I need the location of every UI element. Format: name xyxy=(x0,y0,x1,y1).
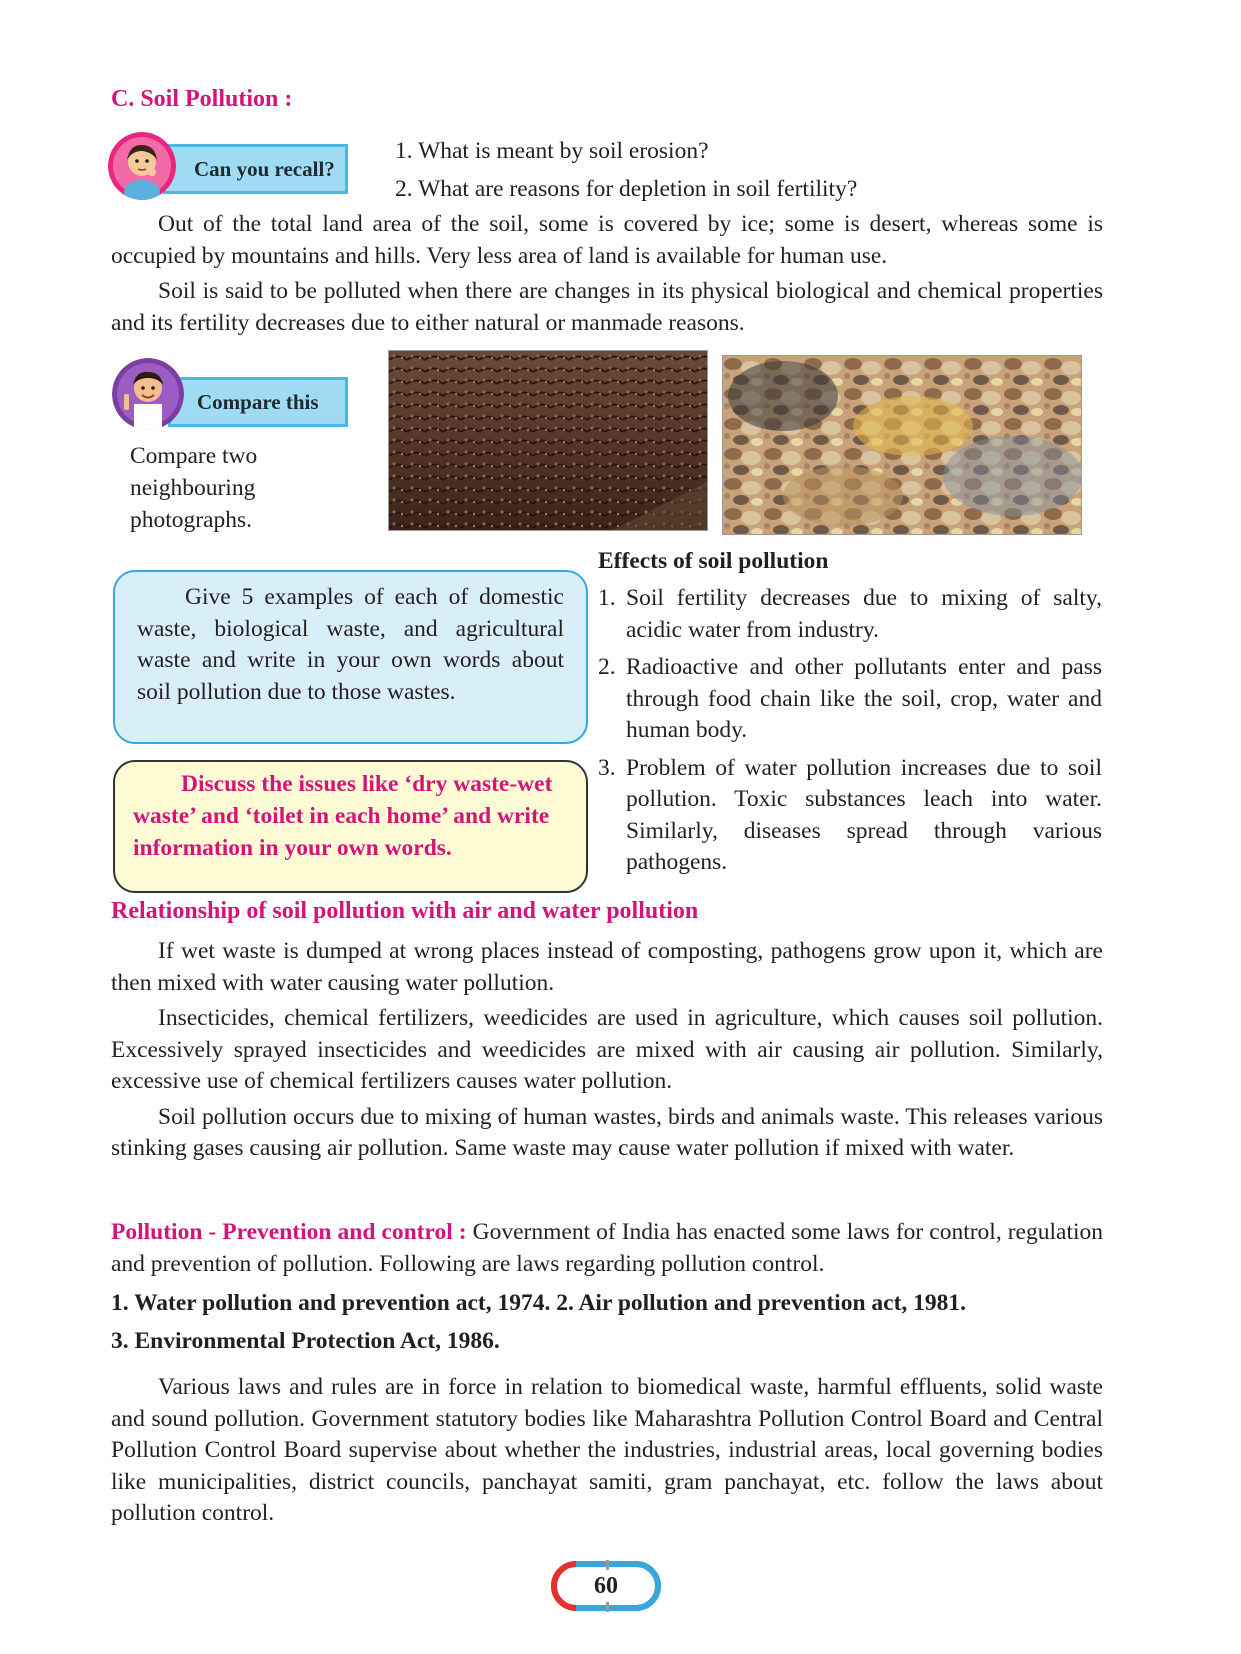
page-number: 60 xyxy=(594,1572,618,1599)
recall-badge-box xyxy=(163,144,348,194)
discuss-text: Discuss the issues like ‘dry waste-wet waste’ and ‘toilet in each home’ and write information in your own words. xyxy=(133,771,553,861)
compare-badge xyxy=(112,352,352,430)
boy-pointing-icon xyxy=(112,358,184,430)
section-title: C. Soil Pollution : xyxy=(111,86,293,112)
recall-question: 1. What is meant by soil erosion? xyxy=(395,138,709,164)
effects-title: Effects of soil pollution xyxy=(598,548,829,574)
page-number-badge xyxy=(550,1560,662,1612)
list-item-text: Problem of water pollution increases due to soil pollution. Toxic substances leach into water. Similarly, diseases spread through various pathogens. xyxy=(626,754,1102,875)
list-item-number: 3. xyxy=(598,754,616,781)
list-item xyxy=(598,753,1102,879)
laws-line-1: 1. Water pollution and prevention act, 1974. 2. Air pollution and prevention act, 1981. xyxy=(111,1290,967,1316)
laws-line-2: 3. Environmental Protection Act, 1986. xyxy=(111,1328,500,1354)
girl-thinking-icon xyxy=(108,132,176,200)
recall-questions xyxy=(395,132,857,208)
paragraph: Various laws and rules are in force in relation to biomedical waste, harmful effluents, solid waste and sound pollution. Government statutory bodies like Maharashtra Pollution Control Board and Central Pollution Control Board supervise about whether the industries, industrial areas, local governing bodies like municipalities, district councils, panchayat samiti, gram panchayat, etc. follow the laws about pollution control. xyxy=(111,1374,1103,1526)
prevention-title: Pollution - Prevention and control : xyxy=(111,1219,467,1245)
compare-text: Compare two neighbouring photographs. xyxy=(130,443,258,533)
paragraph: Out of the total land area of the soil, some is covered by ice; some is desert, whereas some is occupied by mountains and hills. Very less area of land is available for human use. xyxy=(111,211,1103,269)
closing-paragraph xyxy=(111,1372,1103,1530)
prevention-text: Government of India has enacted some laws for control, regulation and prevention of pollution. Following are laws regarding pollution control. xyxy=(111,1219,1103,1277)
relationship-paragraphs xyxy=(111,936,1103,1165)
paragraph: If wet waste is dumped at wrong places instead of composting, pathogens grow upon it, which are then mixed with water causing water pollution. xyxy=(111,938,1103,996)
list-item-text: Radioactive and other pollutants enter and pass through food chain like the soil, crop, water and human body. xyxy=(626,654,1102,743)
paragraph: Soil is said to be polluted when there are changes in its physical biological and chemical properties and its fertility decreases due to either natural or manmade reasons. xyxy=(111,278,1103,336)
polluted-soil-photo xyxy=(722,355,1082,535)
relationship-title: Relationship of soil pollution with air and water pollution xyxy=(111,898,699,924)
intro-paragraphs xyxy=(111,209,1103,339)
list-item xyxy=(598,583,1102,646)
list-item-number: 2. xyxy=(598,654,616,680)
list-item xyxy=(598,652,1102,747)
paragraph: Insecticides, chemical fertilizers, weedicides are used in agriculture, which causes soil pollution. Excessively sprayed insecticides and weedicides are mixed with air causing air pollution. Similarly, excessive use of chemical fertilizers causes water pollution. xyxy=(111,1005,1103,1094)
compare-badge-box xyxy=(168,377,348,427)
list-item-text: Soil fertility decreases due to mixing of salty, acidic water from industry. xyxy=(626,585,1102,643)
prevention-paragraph xyxy=(111,1217,1103,1280)
effects-list xyxy=(598,583,1102,885)
discuss-box xyxy=(113,760,588,893)
paragraph: Soil pollution occurs due to mixing of human wastes, birds and animals waste. This releases various stinking gases causing air pollution. Same waste may cause water pollution if mixed with water. xyxy=(111,1103,1103,1161)
recall-badge xyxy=(108,130,353,200)
activity-box xyxy=(113,570,588,744)
compare-badge-label: Compare this xyxy=(197,389,319,414)
recall-badge-label: Can you recall? xyxy=(194,156,335,181)
plowed-soil-photo xyxy=(388,350,708,531)
activity-text: Give 5 examples of each of domestic waste, biological waste, and agricultural waste and write in your own words about soil pollution due to those wastes. xyxy=(137,584,564,705)
recall-question: 2. What are reasons for depletion in soil fertility? xyxy=(395,176,858,202)
list-item-number: 1. xyxy=(598,585,616,611)
